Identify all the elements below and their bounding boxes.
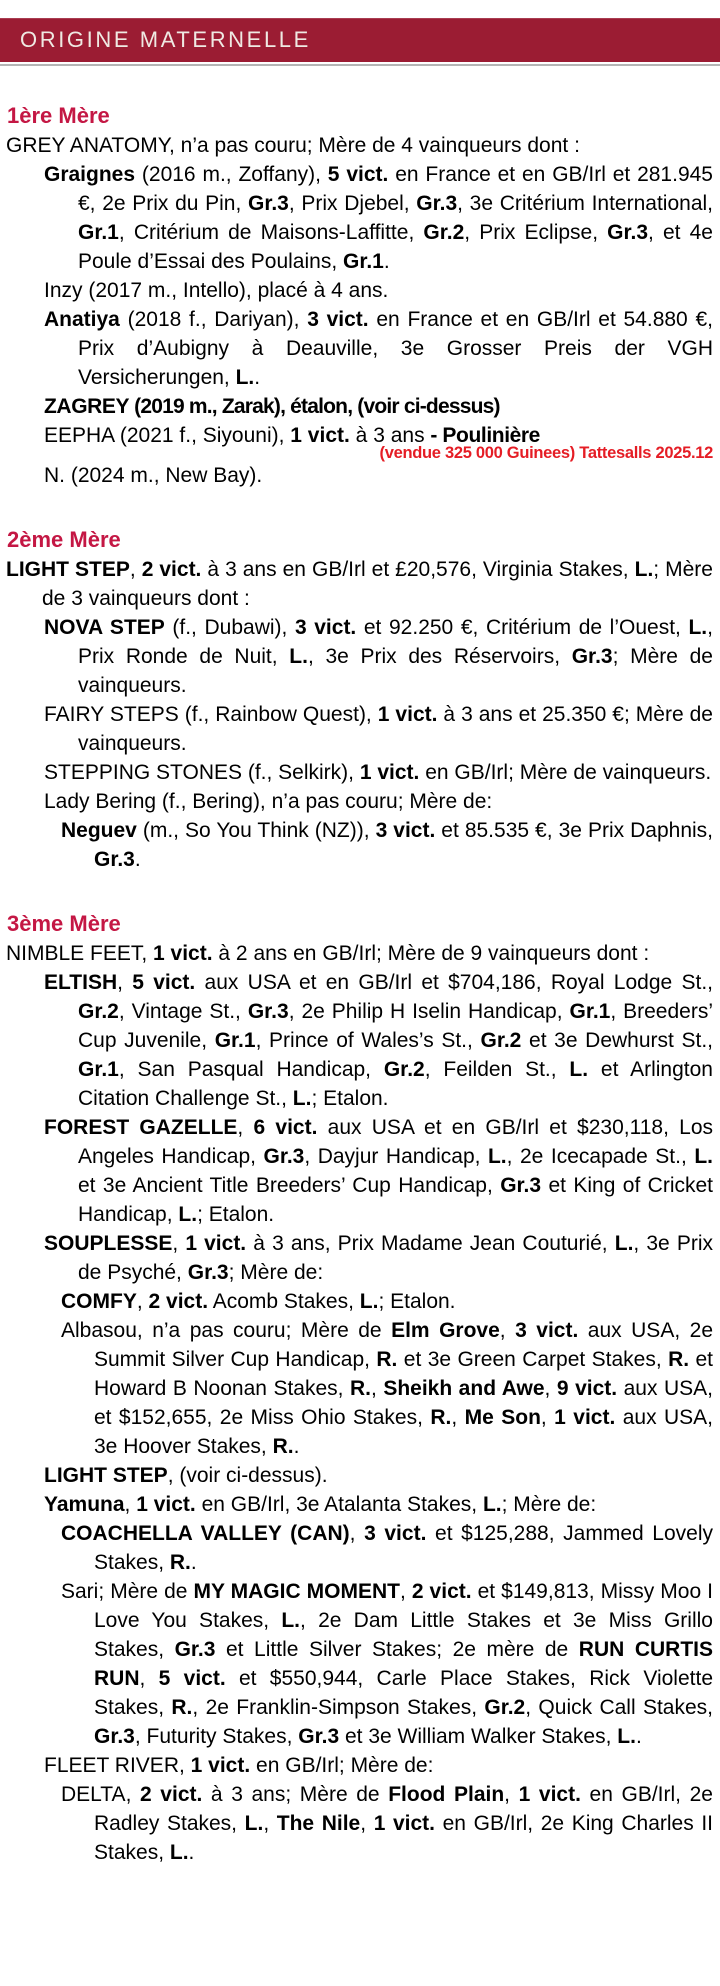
line-fairy-steps: FAIRY STEPS (f., Rainbow Quest), 1 vict. à 3 ans et 25.350 €; Mère de vainqueurs. <box>44 703 713 755</box>
line-nova-step: NOVA STEP (f., Dubawi), 3 vict. et 92.250 €, Critérium de l’Ouest, L., Prix Ronde de Nuit, L., 3e Prix des Réservoirs, Gr.3; Mère de vainqueurs. <box>44 616 713 697</box>
sale-note: (vendue 325 000 Guinees) Tattesalls 2025.12 <box>379 444 713 462</box>
origine-maternelle-banner <box>0 18 720 62</box>
line-grey-anatomy: GREY ANATOMY, n’a pas couru; Mère de 4 vainqueurs dont : <box>6 134 580 157</box>
line-zagrey: ZAGREY (2019 m., Zarak), étalon, (voir ci-dessus) <box>44 395 500 418</box>
line-souplesse: SOUPLESSE, 1 vict. à 3 ans, Prix Madame Jean Couturié, L., 3e Prix de Psyché, Gr.3; Mère de: <box>44 1232 714 1284</box>
line-neguev: Neguev (m., So You Think (NZ)), 3 vict. et 85.535 €, 3e Prix Daphnis, Gr.3. <box>61 819 713 871</box>
line-anatiya: Anatiya (2018 f., Dariyan), 3 vict. en France et en GB/Irl et 54.880 €, Prix d’Aubigny à Deauville, 3e Grosser Preis der VGH Versicherungen, L.. <box>44 308 713 389</box>
line-coachella-valley: COACHELLA VALLEY (CAN), 3 vict. et $125,288, Jammed Lovely Stakes, R.. <box>61 1522 713 1574</box>
line-sari: Sari; Mère de MY MAGIC MOMENT, 2 vict. et $149,813, Missy Moo I Love You Stakes, L., 2e Dam Little Stakes et 3e Miss Grillo Stakes, Gr.3 et Little Silver Stakes; 2e mère de RUN CURTIS RUN, 5 vict. et $550,944, Carle Place Stakes, Rick Violette Stakes, R., 2e Franklin-Simpson Stakes, Gr.2, Quick Call Stakes, Gr.3, Futurity Stakes, Gr.3 et 3e William Walker Stakes, L.. <box>61 1580 714 1748</box>
banner-divider <box>0 64 720 66</box>
banner-title: ORIGINE MATERNELLE <box>20 27 311 52</box>
line-albasou: Albasou, n’a pas couru; Mère de Elm Grove, 3 vict. aux USA, 2e Summit Silver Cup Handicap, R. et 3e Green Carpet Stakes, R. et Howard B Noonan Stakes, R., Sheikh and Awe, 9 vict. aux USA, et $152,655, 2e Miss Ohio Stakes, R., Me Son, 1 vict. aux USA, 3e Hoover Stakes, R.. <box>61 1319 714 1458</box>
section-heading: 3ème Mère <box>7 911 121 936</box>
line-stepping-stones: STEPPING STONES (f., Selkirk), 1 vict. en GB/Irl; Mère de vainqueurs. <box>44 761 712 784</box>
line-light-step-ref: LIGHT STEP, (voir ci-dessus). <box>44 1464 328 1487</box>
line-delta: DELTA, 2 vict. à 3 ans; Mère de Flood Plain, 1 vict. en GB/Irl, 2e Radley Stakes, L., The Nile, 1 vict. en GB/Irl, 2e King Charles II Stakes, L.. <box>61 1783 713 1864</box>
line-nimble-feet: NIMBLE FEET, 1 vict. à 2 ans en GB/Irl; Mère de 9 vainqueurs dont : <box>6 942 650 965</box>
line-fleet-river: FLEET RIVER, 1 vict. en GB/Irl; Mère de: <box>44 1754 434 1777</box>
line-lady-bering: Lady Bering (f., Bering), n’a pas couru; Mère de: <box>44 790 493 813</box>
line-forest-gazelle: FOREST GAZELLE, 6 vict. aux USA et en GB/Irl et $230,118, Los Angeles Handicap, Gr.3, Dayjur Handicap, L., 2e Icecapade St., L. et 3e Ancient Title Breeders’ Cup Handicap, Gr.3 et King of Cricket Handicap, L.; Etalon. <box>44 1116 714 1226</box>
line-eepha: EEPHA (2021 f., Siyouni), 1 vict. à 3 ans - Poulinière <box>44 424 540 447</box>
line-n-2024: N. (2024 m., New Bay). <box>44 464 263 487</box>
line-eltish: ELTISH, 5 vict. aux USA et en GB/Irl et $704,186, Royal Lodge St., Gr.2, Vintage St., Gr.3, 2e Philip H Iselin Handicap, Gr.1, Breeders’ Cup Juvenile, Gr.1, Prince of Wales’s St., Gr.2 et 3e Dewhurst St., Gr.1, San Pasqual Handicap, Gr.2, Feilden St., L. et Arlington Citation Challenge St., L.; Etalon. <box>44 971 714 1110</box>
pedigree-page <box>0 18 720 1893</box>
line-light-step: LIGHT STEP, 2 vict. à 3 ans en GB/Irl et £20,576, Virginia Stakes, L.; Mère de 3 vainqueurs dont : <box>6 558 713 610</box>
pedigree-body <box>0 103 720 1893</box>
line-inzy: Inzy (2017 m., Intello), placé à 4 ans. <box>44 279 389 302</box>
line-yamuna: Yamuna, 1 vict. en GB/Irl, 3e Atalanta Stakes, L.; Mère de: <box>44 1493 597 1516</box>
line-graignes: Graignes (2016 m., Zoffany), 5 vict. en France et en GB/Irl et 281.945 €, 2e Prix du Pin, Gr.3, Prix Djebel, Gr.3, 3e Critérium International, Gr.1, Critérium de Maisons-Laffitte, Gr.2, Prix Eclipse, Gr.3, et 4e Poule d’Essai des Poulains, Gr.1. <box>44 163 713 273</box>
line-comfy: COMFY, 2 vict. Acomb Stakes, L.; Etalon. <box>61 1290 456 1313</box>
section-heading: 1ère Mère <box>7 103 110 128</box>
section-heading: 2ème Mère <box>7 527 121 552</box>
